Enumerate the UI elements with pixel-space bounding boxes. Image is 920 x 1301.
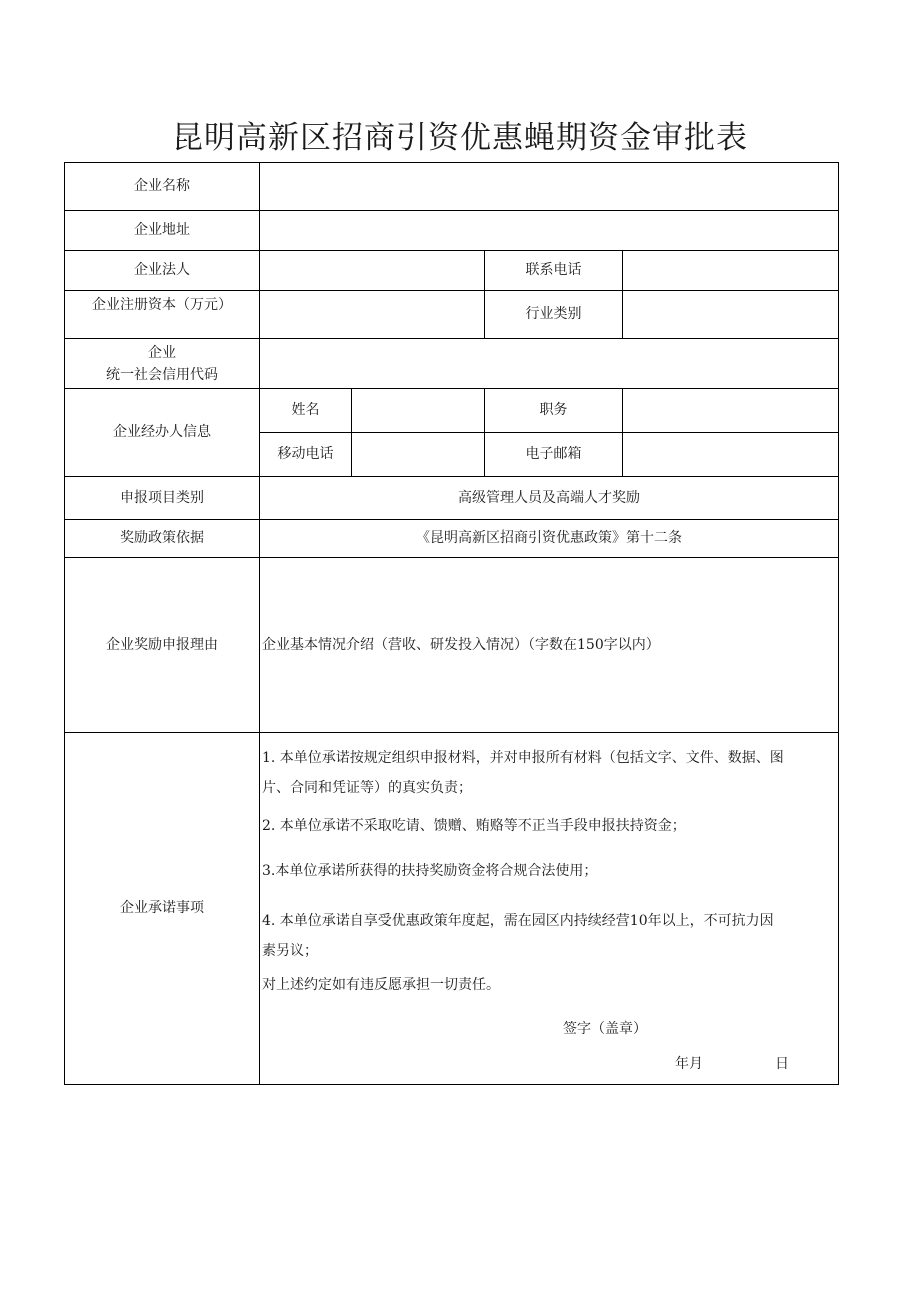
date-day-label: 日 — [775, 1056, 789, 1072]
company-address-label: 企业地址 — [134, 222, 190, 238]
industry-category-field[interactable] — [623, 291, 838, 338]
commitment-item-4 — [262, 906, 838, 966]
approval-form-table — [64, 162, 839, 1085]
commitment-item-4-line2: 素另议； — [262, 943, 318, 959]
company-address-field[interactable] — [260, 211, 838, 250]
commitment-item-2: 2. 本单位承诺不采取吃请、馈赠、贿赂等不正当手段申报扶持资金； — [262, 818, 686, 834]
commitment-label: 企业承诺事项 — [120, 900, 204, 916]
handler-email-label: 电子邮箱 — [525, 446, 582, 462]
policy-basis-label: 奖励政策依据 — [120, 530, 204, 546]
handler-info-label: 企业经办人信息 — [113, 424, 211, 440]
commitment-item-1-line2: 片、合同和凭证等）的真实负责； — [262, 780, 472, 796]
commitment-closing: 对上述约定如有违反愿承担一切责任。 — [262, 977, 500, 993]
credit-code-label-line2: 统一社会信用代码 — [106, 366, 218, 383]
credit-code-field[interactable] — [260, 339, 838, 388]
application-reason-field[interactable]: 企业基本情况介绍（营收、研发投入情况）（字数在150字以内） — [262, 636, 660, 653]
handler-mobile-field[interactable] — [352, 433, 484, 476]
page-title: 昆明高新区招商引资优惠蝇期资金审批表 — [172, 120, 748, 156]
commitment-item-1 — [262, 743, 838, 803]
signature-seal-label: 签字（盖章） — [563, 1021, 647, 1037]
legal-person-label: 企业法人 — [134, 262, 190, 278]
project-type-label: 申报项目类别 — [120, 489, 204, 506]
registered-capital-field[interactable] — [260, 291, 484, 338]
handler-mobile-label: 移动电话 — [277, 446, 334, 462]
contact-phone-label: 联系电话 — [525, 262, 582, 278]
handler-name-label: 姓名 — [291, 402, 320, 418]
handler-position-label: 职务 — [539, 402, 568, 418]
commitment-item-1-line1: 1. 本单位承诺按规定组织申报材料，并对申报所有材料（包括文字、文件、数据、图 — [262, 750, 784, 766]
registered-capital-label: 企业注册资本（万元） — [92, 297, 232, 313]
handler-email-field[interactable] — [623, 433, 838, 476]
handler-name-field[interactable] — [352, 389, 484, 432]
industry-category-label: 行业类别 — [525, 306, 582, 322]
commitment-item-3: 3.本单位承诺所获得的扶持奖励资金将合规合法使用； — [262, 863, 598, 879]
date-year-month-label: 年月 — [675, 1056, 703, 1072]
company-name-label: 企业名称 — [134, 178, 190, 194]
commitment-item-4-line1: 4. 本单位承诺自享受优惠政策年度起，需在园区内持续经营10年以上，不可抗力因 — [262, 913, 774, 929]
company-name-field[interactable] — [260, 163, 838, 210]
project-type-value: 高级管理人员及高端人才奖励 — [458, 489, 640, 506]
handler-position-field[interactable] — [623, 389, 838, 432]
contact-phone-field[interactable] — [623, 251, 838, 290]
credit-code-label — [65, 339, 259, 388]
policy-basis-value: 《昆明高新区招商引资优惠政策》第十二条 — [416, 530, 682, 546]
legal-person-field[interactable] — [260, 251, 484, 290]
application-reason-label: 企业奖励申报理由 — [106, 636, 218, 653]
credit-code-label-line1: 企业 — [148, 344, 176, 361]
